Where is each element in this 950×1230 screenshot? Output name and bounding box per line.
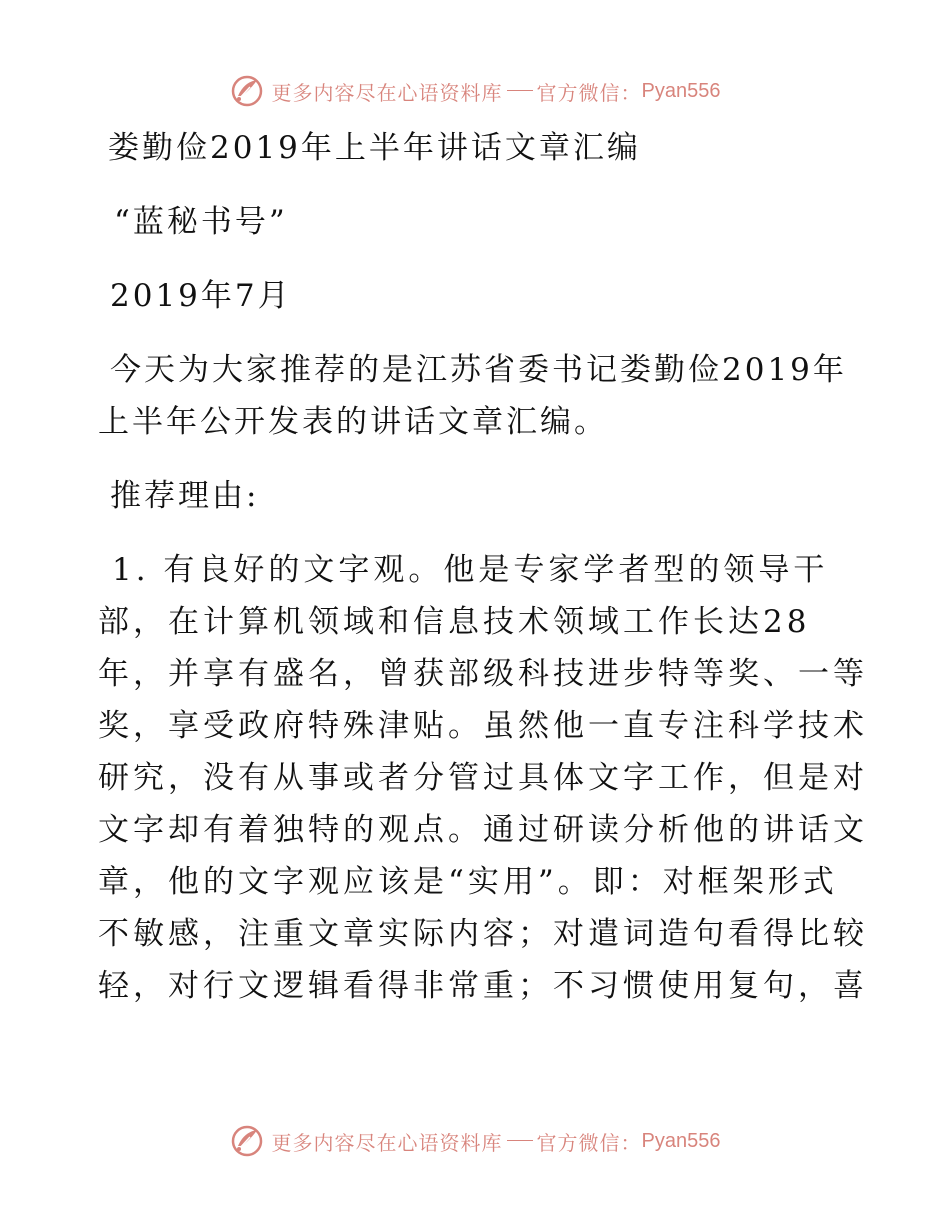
watermark-header	[0, 70, 950, 112]
intro-line: 今天为大家推荐的是江苏省委书记娄勤俭2019年	[110, 352, 847, 388]
document-title: 娄勤俭2019年上半年讲话文章汇编	[108, 130, 641, 166]
reason-line: 部，在计算机领域和信息技术领域工作长达28	[98, 604, 811, 640]
reason-line: 轻，对行文逻辑看得非常重；不习惯使用复句，喜	[98, 968, 868, 1004]
reason-line: 1. 有良好的文字观。他是专家学者型的领导干	[112, 552, 829, 588]
intro-paragraph	[98, 344, 850, 448]
intro-line: 上半年公开发表的讲话文章汇编。	[98, 404, 608, 440]
reason-paragraph	[98, 544, 868, 1012]
document-body	[98, 122, 868, 1012]
watermark-handle: Pyan556	[641, 1129, 721, 1152]
watermark-text: 更多内容尽在心语资料库	[271, 1130, 503, 1155]
watermark-text: 更多内容尽在心语资料库	[271, 80, 503, 105]
reasons-heading: 推荐理由:	[110, 478, 260, 514]
watermark-handle: Pyan556	[641, 79, 721, 102]
reason-line: 年，并享有盛名，曾获部级科技进步特等奖、一等	[98, 656, 868, 692]
watermark-wechat-label: 官方微信：	[536, 80, 642, 105]
reason-line: 文字却有着独特的观点。通过研读分析他的讲话文	[98, 812, 868, 848]
reason-line: 章，他的文字观应该是“实用”。即：对框架形式	[98, 864, 838, 900]
watermark-footer	[0, 1120, 950, 1162]
document-date: 2019年7月	[110, 278, 292, 314]
watermark-dash	[507, 90, 533, 91]
reason-line: 不敏感，注重文章实际内容；对遣词造句看得比较	[98, 916, 868, 952]
watermark-dash	[507, 1140, 533, 1141]
document-source: “蓝秘书号”	[114, 204, 288, 240]
watermark-wechat-label: 官方微信：	[536, 1130, 642, 1155]
feather-pen-logo-icon	[230, 1124, 264, 1158]
reason-line: 研究，没有从事或者分管过具体文字工作，但是对	[98, 760, 868, 796]
reason-line: 奖，享受政府特殊津贴。虽然他一直专注科学技术	[98, 708, 868, 744]
feather-pen-logo-icon	[230, 74, 264, 108]
